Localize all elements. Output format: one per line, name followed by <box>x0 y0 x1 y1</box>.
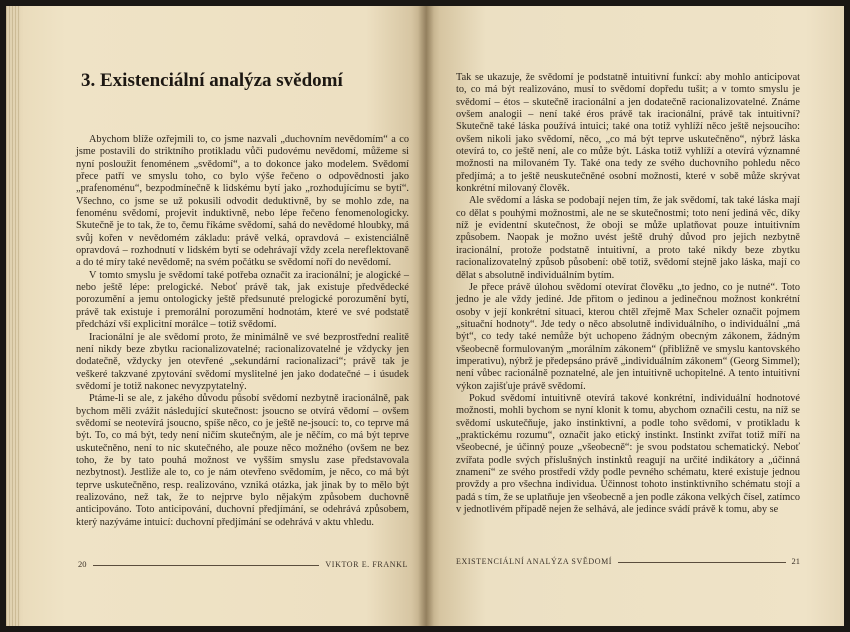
left-page <box>6 6 426 626</box>
right-page-body <box>456 72 800 516</box>
paragraph: Ale svědomí a láska se podobají nejen tím, že jak svědomí, tak také láska mají co dělat s pouhými možnostmi, ale ne se skutečnostmi; toto není jediná věc, díky níž je evidentní skutečnost, že oboji se může uplatňovat pouze intuitivním způsobem. Naopak je možno uvést ještě druhý důvod pro jejich nezbytně iracionální, protože podstatně intuitivní, a proto také nikdy beze zbytku racionalizovatelný způsob působení: obě totiž, svědomí stejně jako láska, mají co dělat s absolutně individuálním bytím. <box>456 195 800 281</box>
right-page <box>426 6 844 626</box>
footer-rule <box>93 565 320 566</box>
footer-rule <box>618 562 785 563</box>
right-page-footer <box>456 556 800 566</box>
page-number: 20 <box>78 559 87 569</box>
paragraph: Tak se ukazuje, že svědomí je podstatně intuitivní funkcí: aby mohlo anticipovat to, co má být realizováno, musí to svědomí dopředu tušit; a v tomto smyslu je svědomí – étos – skutečně iracionální a jen dodatečně racionalizovatelné. Známe ovšem analogii – není také éros právě tak iracionální, právě tak intuitivní? Skutečně také láska používá intuici; také ona totiž vyhlíží něco ještě nejsoucího: ovšem nikoli jako svědomí, něco, „co má být teprve uskutečněno“, nýbrž láska otevírá to, co ještě není, ale co může být. Láska totiž vyhlíží a otevírá významné možnosti na milovaném Ty. Také ona tedy ze svého duchovního pohledu něco předjímá; a to ještě neuskutečněné osobní možnosti, které v sobě může skrývat konkrétní milovaný člověk. <box>456 72 800 195</box>
book-spread <box>6 6 844 626</box>
paragraph: Ptáme-li se ale, z jakého důvodu působí svědomí nezbytně iracionálně, pak bychom měli zvážit následující skutečnost: jsoucno se otvírá vědomí – ovšem svědomí se neotevírá jsoucno, spíše něco, co je ještě ne-jsoucí: to, co teprve má být. To, co má být, tedy není ničím skutečným, ale je něčím, co má být teprve uskutečněno, není to nic skutečného, ale pouze něco možného (ovšem ne bez toho, že by tato pouhá možnost ve vyšším smyslu zase představovala nezbytnost). Jestliže ale to, co je nám otevřeno svědomím, je něco, co má být teprve uskutečněno, resp. realizováno, vzniká otázka, jak jinak by to mělo být realizováno, než tak, že to nejprve bylo nějakým způsobem duchovně anticipováno. Toto anticipování, duchovní předjímání, se odehrává způsobem, který nazýváme intuicí: duchovní předjímání se odehrává v aktu vhledu. <box>76 393 409 528</box>
paragraph: V tomto smyslu je svědomí také potřeba označit za iracionální; je alogické – nebo ještě lépe: prelogické. Neboť právě tak, jak existuje předvědecké porozumění a jemu ontologicky ještě předsunuté prelogické porozumění bytí, právě tak existuje i premorální porozumění hodnotám, které ve své podstatě předchází vší explicitní morálce – totiž svědomí. <box>76 269 409 331</box>
paragraph: Iracionální je ale svědomí proto, že minimálně ve své bezprostřední realitě není nikdy beze zbytku racionalizovatelné; racionalizovatelné je vždycky jen dodatečně, vždycky jen otevřené „sekundární racionalizaci“; právě tak je veškeré takzvané zpytování svědomí myslitelné jen jako dodatečné – i úsudek svědomí je totiž nakonec nevyzpytatelný. <box>76 331 409 392</box>
chapter-title: 3. Existenciální analýza svědomí <box>81 70 343 91</box>
paragraph: Je přece právě úlohou svědomí otevírat člověku „to jedno, co je nutné“. Toto jedno je ale vždy jediné. Jde přitom o jedinou a jedinečnou možnost konkrétní osoby v její konkrétní situaci, kterou chtěl zřejmě Max Scheler označit pojmem „situační hodnoty“. Jde tedy o něco absolutně individuálního, o individuální „má být“, co tedy také nemůže být uchopeno žádným obecným zákonem, žádným všeobecně formulovaným „morálním zákonem“ (přibližně ve smyslu kantovského imperativu), nýbrž je předepsáno právě „individuálním zákonem“ (Georg Simmel); není vůbec racionálně poznatelné, ale jen intuitivně uchopitelné. A tento intuitivní výkon zajišťuje právě svědomí. <box>456 281 800 392</box>
running-head: VIKTOR E. FRANKL <box>325 560 408 569</box>
paragraph: Pokud svědomí intuitivně otevírá takové konkrétní, individuální hodnotové možnosti, mohli bychom se nyní klonit k tomu, abychom označili cestu, na níž se svědomí uskutečňuje, jako instinktivní, a podle toho svědomí, v protikladu k „praktickému rozumu“, označit jako etický instinkt. Instinkt zvířat totiž míří na všeobecné, je účinný pouze „všeobecně“: je svou podstatou schematický. Neboť zvířata podle svých příslušných instinktů reagují na určité indikátory a „účinná znamení“ ze svého prostředí vždy podle pevného schématu, které existuje jednou provždy a pro všechna individua. Účinnost tohoto instinktivního schématu stojí a padá s tím, že se uplatňuje jen všeobecně a jen podle zákona velkých čísel, zatímco v jednotlivém případě nejen že selhává, ale jedince svádí právě k tomu, aby se <box>456 392 800 516</box>
left-page-body <box>76 134 409 529</box>
book-gutter <box>418 6 434 626</box>
page-number: 21 <box>791 556 800 566</box>
running-head: EXISTENCIÁLNÍ ANALÝZA SVĚDOMÍ <box>456 557 613 566</box>
paragraph: Abychom blíže ozřejmili to, co jsme nazvali „duchovním nevědomím“ a co jsme postavili do striktního protikladu vůči pudovému nevědomí, můžeme si nyní posloužit fenoménem „svědomí“, a to dokonce jako modelem. Svědomí přece patří ve smyslu toho, co bylo výše řečeno o odpovědnosti jako „prafenoménu“, bezpodmínečně k lidskému bytí jako „rozhodujícímu se bytí“. Všechno, co jsme se už pokusili odvodit deduktivně, by se mohlo zde, na fenoménu svědomí, projevit induktivně, nebo lépe řečeno fenomenologicky. Skutečně je to tak, že to, čemu říkáme svědomí, sahá do nevědomé hloubky, má svůj kořen v nevědomém základu: právě velká, opravdová – existenciálně opravdová – rozhodnutí v lidském bytí se odehrávají vždy zcela nereflektovaně a do té míry také nevědomě; na svém počátku se svědomí noří do nevědomí. <box>76 134 409 269</box>
left-page-footer <box>78 559 408 569</box>
page-edges <box>6 6 20 626</box>
